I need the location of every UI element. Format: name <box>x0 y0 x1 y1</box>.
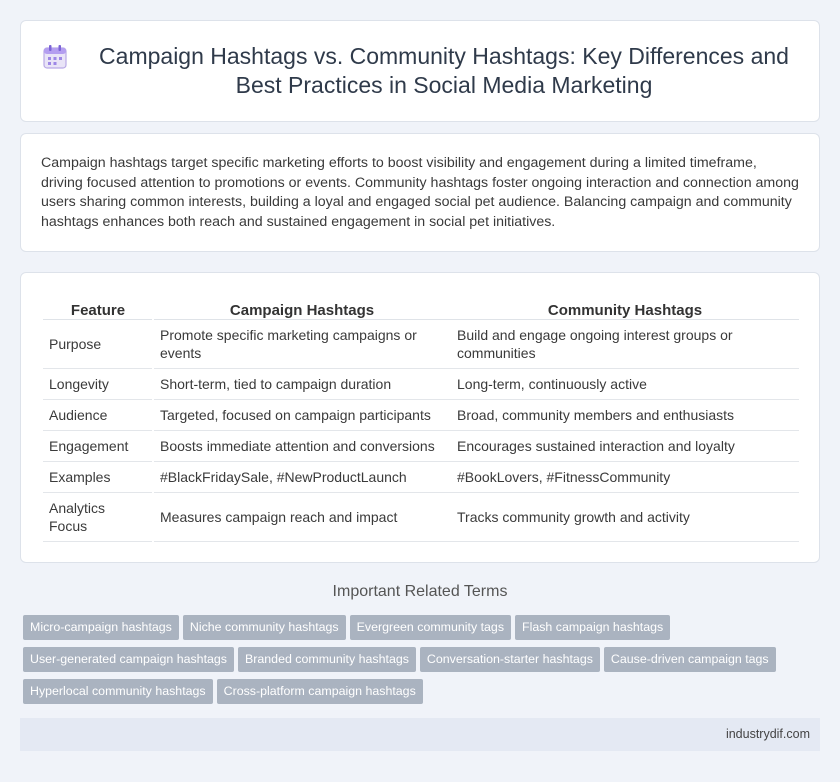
tag-user-generated-campaign[interactable]: User-generated campaign hashtags <box>23 647 234 672</box>
table-row <box>43 368 799 399</box>
row-campaign: Boosts immediate attention and conversions <box>153 430 451 461</box>
tag-niche-community[interactable]: Niche community hashtags <box>183 615 346 640</box>
header-campaign: Campaign Hashtags <box>153 295 451 319</box>
row-feature: Audience <box>43 399 153 430</box>
row-feature: Examples <box>43 461 153 492</box>
tag-evergreen-community[interactable]: Evergreen community tags <box>350 615 511 640</box>
table-row <box>43 399 799 430</box>
tag-branded-community[interactable]: Branded community hashtags <box>238 647 416 672</box>
row-feature: Purpose <box>43 319 153 368</box>
row-campaign: Short-term, tied to campaign duration <box>153 368 451 399</box>
related-tags <box>23 615 823 711</box>
calendar-icon <box>40 42 70 72</box>
title-wrap <box>40 42 800 100</box>
footer <box>20 718 820 751</box>
tag-conversation-starter[interactable]: Conversation-starter hashtags <box>420 647 600 672</box>
row-feature: Engagement <box>43 430 153 461</box>
header-community: Community Hashtags <box>451 295 799 319</box>
tag-cross-platform-campaign[interactable]: Cross-platform campaign hashtags <box>217 679 423 704</box>
row-community: Broad, community members and enthusiasts <box>451 399 799 430</box>
table-row <box>43 319 799 368</box>
intro-card <box>20 133 820 252</box>
intro-paragraph: Campaign hashtags target specific marketing efforts to boost visibility and engagement during a limited timeframe, driving focused attention to promotions or events. Community hashtags foster ongoing interaction and connection among users sharing common interests, building a loyal and engaged social pet audience. Balancing campaign and community hashtags enhances both reach and sustained engagement in social pet initiatives. <box>41 155 799 230</box>
tag-flash-campaign[interactable]: Flash campaign hashtags <box>515 615 670 640</box>
tag-micro-campaign[interactable]: Micro-campaign hashtags <box>23 615 179 640</box>
row-feature: Analytics Focus <box>43 492 153 541</box>
row-community: Build and engage ongoing interest groups or communities <box>451 319 799 368</box>
header-feature: Feature <box>43 295 153 319</box>
title-card <box>20 20 820 122</box>
tag-hyperlocal-community[interactable]: Hyperlocal community hashtags <box>23 679 213 704</box>
row-campaign: #BlackFridaySale, #NewProductLaunch <box>153 461 451 492</box>
row-feature: Longevity <box>43 368 153 399</box>
table-row <box>43 461 799 492</box>
row-community: Tracks community growth and activity <box>451 492 799 541</box>
row-campaign: Measures campaign reach and impact <box>153 492 451 541</box>
tag-cause-driven-campaign[interactable]: Cause-driven campaign tags <box>604 647 776 672</box>
comparison-card <box>20 272 820 563</box>
row-campaign: Targeted, focused on campaign participants <box>153 399 451 430</box>
table-row <box>43 430 799 461</box>
footer-site-link[interactable]: industrydif.com <box>725 727 810 741</box>
page-title: Campaign Hashtags vs. Community Hashtags: Key Differences and Best Practices in Social Media Marketing <box>99 43 789 98</box>
row-campaign: Promote specific marketing campaigns or events <box>153 319 451 368</box>
row-community: Long-term, continuously active <box>451 368 799 399</box>
related-terms-heading: Important Related Terms <box>332 583 508 600</box>
table-header-row <box>43 295 799 319</box>
row-community: Encourages sustained interaction and loyalty <box>451 430 799 461</box>
table-row <box>43 492 799 541</box>
comparison-table <box>43 295 799 542</box>
row-community: #BookLovers, #FitnessCommunity <box>451 461 799 492</box>
